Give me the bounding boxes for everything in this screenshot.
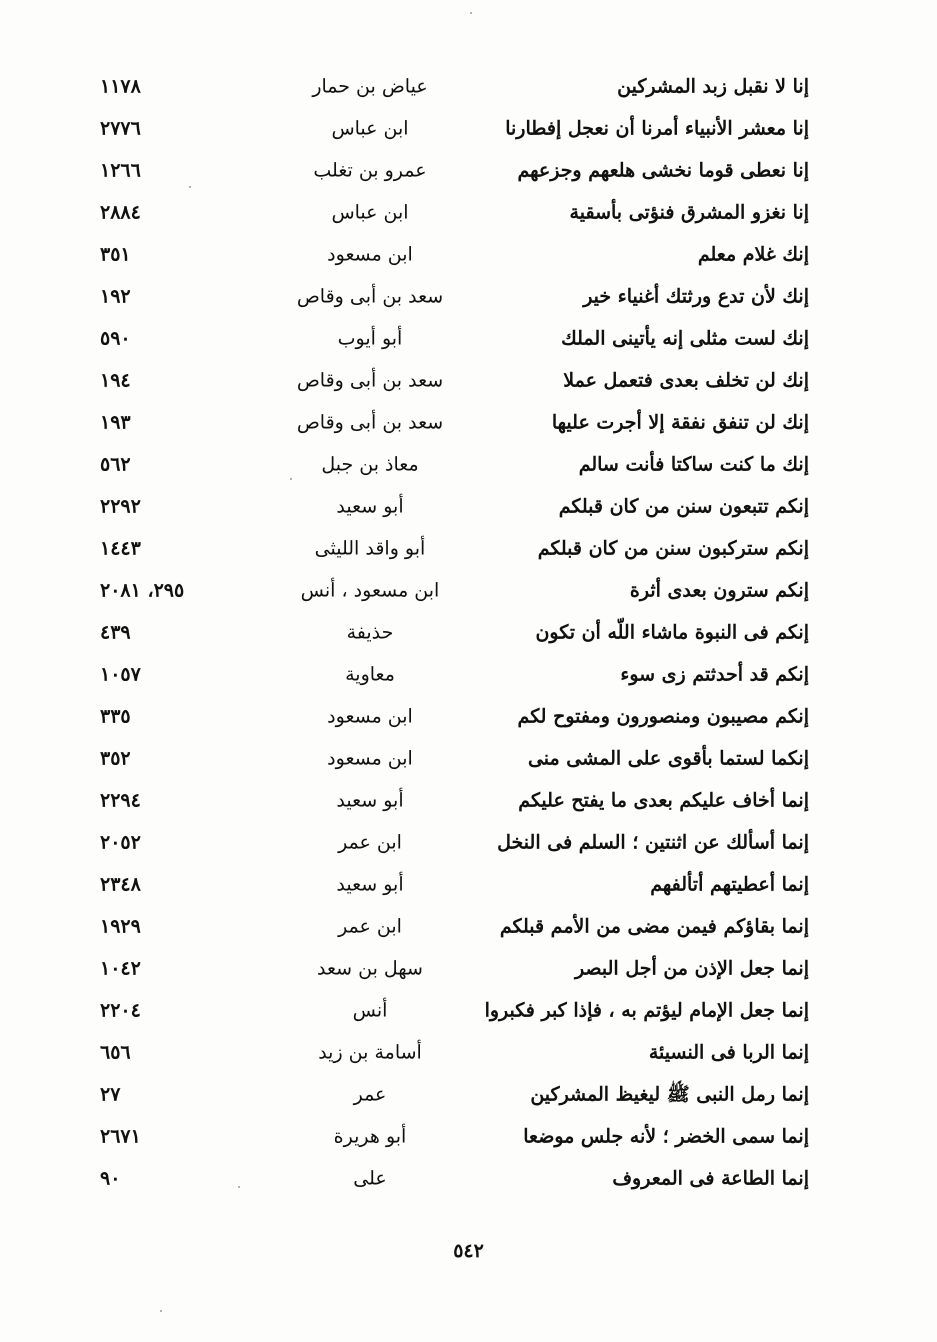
narrator-name: سعد بن أبى وقاص: [296, 411, 444, 434]
page-number: ٥٤٢: [453, 1240, 484, 1262]
hadith-number: ٩٠: [100, 1167, 121, 1190]
index-row: [0, 528, 937, 570]
hadith-text: إنك لأن تدع ورثتك أغنياء خير: [583, 285, 809, 308]
hadith-number: ٢٠٥٢: [100, 831, 141, 854]
hadith-text: إنا لا نقبل زبد المشركين: [617, 75, 809, 98]
hadith-text: إنما الربا فى النسيئة: [648, 1041, 809, 1064]
index-row: [0, 192, 937, 234]
narrator-name: ابن مسعود: [327, 705, 413, 728]
index-row: [0, 1032, 937, 1074]
index-row: [0, 906, 937, 948]
hadith-text: إنما الطاعة فى المعروف: [612, 1167, 809, 1190]
hadith-text: إنكم تتبعون سنن من كان قبلكم: [558, 495, 809, 518]
narrator-name: على: [353, 1167, 387, 1190]
narrator-name: معاذ بن جبل: [321, 453, 419, 476]
index-row: [0, 612, 937, 654]
scan-speck: [290, 478, 292, 480]
index-row: [0, 318, 937, 360]
hadith-number: ٢٦٧١: [100, 1125, 141, 1148]
narrator-name: عمر: [353, 1083, 387, 1106]
narrator-name: حذيفة: [346, 621, 394, 644]
index-row: [0, 486, 937, 528]
hadith-text: إنا نعطى قوما نخشى هلعهم وجزعهم: [517, 159, 809, 182]
hadith-text: إنكم فى النبوة ماشاء اللّه أن تكون: [535, 621, 809, 644]
hadith-number: ٤٣٩: [100, 621, 131, 644]
narrator-name: أبو سعيد: [336, 873, 404, 896]
index-row: [0, 108, 937, 150]
scan-speck: [470, 12, 472, 14]
narrator-name: أبو واقد الليثى: [314, 537, 426, 560]
scan-speck: [160, 1310, 162, 1312]
narrator-name: ابن مسعود: [327, 243, 413, 266]
hadith-number: ١٩٢: [100, 285, 131, 308]
hadith-number: ١٢٦٦: [100, 159, 141, 182]
hadith-number: ٢٩٥، ٢٠٨١: [100, 579, 185, 602]
index-row: [0, 990, 937, 1032]
hadith-text: إنكم ستركبون سنن من كان قبلكم: [537, 537, 809, 560]
index-row: [0, 948, 937, 990]
hadith-number: ١٤٤٣: [100, 537, 141, 560]
hadith-number: ١٩٢٩: [100, 915, 141, 938]
hadith-number: ١٩٤: [100, 369, 131, 392]
hadith-text: إنما رمل النبى ﷺ ليغيظ المشركين: [530, 1083, 809, 1106]
hadith-number: ٢٧: [100, 1083, 121, 1106]
hadith-number: ٢٢٩٤: [100, 789, 141, 812]
narrator-name: ابن عمر: [338, 831, 402, 854]
hadith-text: إنا معشر الأنبياء أمرنا أن نعجل إفطارنا: [505, 117, 809, 140]
hadith-text: إنكم سترون بعدى أثرة: [629, 579, 809, 602]
scan-speck: [189, 186, 191, 188]
hadith-number: ٣٥٢: [100, 747, 131, 770]
hadith-number: ٢٧٧٦: [100, 117, 141, 140]
narrator-name: أنس: [352, 999, 388, 1022]
narrator-name: أسامة بن زيد: [318, 1041, 422, 1064]
index-row: [0, 822, 937, 864]
index-row: [0, 780, 937, 822]
index-row: [0, 150, 937, 192]
hadith-number: ٥٦٢: [100, 453, 131, 476]
hadith-text: إنما أعطيتهم أتألفهم: [650, 873, 809, 896]
narrator-name: عياض بن حمار: [312, 75, 428, 98]
hadith-text: إنما أسألك عن اثنتين ؛ السلم فى النخل: [497, 831, 809, 854]
hadith-number: ١٩٣: [100, 411, 131, 434]
index-row: [0, 276, 937, 318]
scan-speck: [238, 1186, 240, 1188]
index-row: [0, 66, 937, 108]
hadith-number: ٣٥١: [100, 243, 131, 266]
hadith-text: إنا نغزو المشرق فنؤتى بأسقية: [569, 201, 809, 224]
hadith-text: إنك لن تخلف بعدى فتعمل عملا: [563, 369, 809, 392]
hadith-number: ٢٨٨٤: [100, 201, 141, 224]
hadith-number: ٣٣٥: [100, 705, 131, 728]
index-row: [0, 570, 937, 612]
index-row: [0, 1074, 937, 1116]
narrator-name: سعد بن أبى وقاص: [296, 285, 444, 308]
hadith-number: ٢٢٠٤: [100, 999, 141, 1022]
index-row: [0, 654, 937, 696]
index-row: [0, 1158, 937, 1200]
hadith-text: إنما سمى الخضر ؛ لأنه جلس موضعا: [523, 1125, 809, 1148]
narrator-name: ابن عمر: [338, 915, 402, 938]
hadith-text: إنما جعل الإذن من أجل البصر: [574, 957, 809, 980]
hadith-number: ٦٥٦: [100, 1041, 131, 1064]
hadith-index-list: [0, 66, 937, 1200]
index-row: [0, 738, 937, 780]
narrator-name: ابن مسعود: [327, 747, 413, 770]
hadith-text: إنك لن تنفق نفقة إلا أجرت عليها: [551, 411, 809, 434]
narrator-name: سعد بن أبى وقاص: [296, 369, 444, 392]
hadith-number: ١٠٥٧: [100, 663, 141, 686]
narrator-name: أبو أيوب: [337, 327, 403, 350]
narrator-name: ابن عباس: [331, 201, 409, 224]
index-row: [0, 402, 937, 444]
index-row: [0, 696, 937, 738]
hadith-text: إنكم قد أحدثتم زى سوء: [620, 663, 809, 686]
index-row: [0, 444, 937, 486]
index-row: [0, 360, 937, 402]
hadith-text: إنك غلام معلم: [697, 243, 809, 266]
narrator-name: ابن عباس: [331, 117, 409, 140]
narrator-name: معاوية: [345, 663, 395, 686]
index-row: [0, 234, 937, 276]
hadith-text: إنك لست مثلى إنه يأتينى الملك: [561, 327, 809, 350]
narrator-name: سهل بن سعد: [317, 957, 423, 980]
hadith-text: إنكما لستما بأقوى على المشى منى: [527, 747, 809, 770]
hadith-number: ١٠٤٢: [100, 957, 141, 980]
hadith-text: إنما بقاؤكم فيمن مضى من الأمم قبلكم: [499, 915, 809, 938]
narrator-name: أبو سعيد: [336, 495, 404, 518]
narrator-name: أبو سعيد: [336, 789, 404, 812]
index-row: [0, 864, 937, 906]
narrator-name: عمرو بن تغلب: [313, 159, 427, 182]
hadith-number: ٢٣٤٨: [100, 873, 141, 896]
hadith-text: إنكم مصيبون ومنصورون ومفتوح لكم: [517, 705, 809, 728]
hadith-number: ٥٩٠: [100, 327, 131, 350]
narrator-name: أبو هريرة: [333, 1125, 407, 1148]
narrator-name: ابن مسعود ، أنس: [300, 579, 440, 602]
hadith-number: ٢٢٩٢: [100, 495, 141, 518]
hadith-number: ١١٧٨: [100, 75, 141, 98]
hadith-text: إنما أخاف عليكم بعدى ما يفتح عليكم: [518, 789, 809, 812]
hadith-text: إنما جعل الإمام ليؤتم به ، فإذا كبر فكبروا: [484, 999, 809, 1022]
index-row: [0, 1116, 937, 1158]
hadith-text: إنك ما كنت ساكتا فأنت سالم: [578, 453, 809, 476]
